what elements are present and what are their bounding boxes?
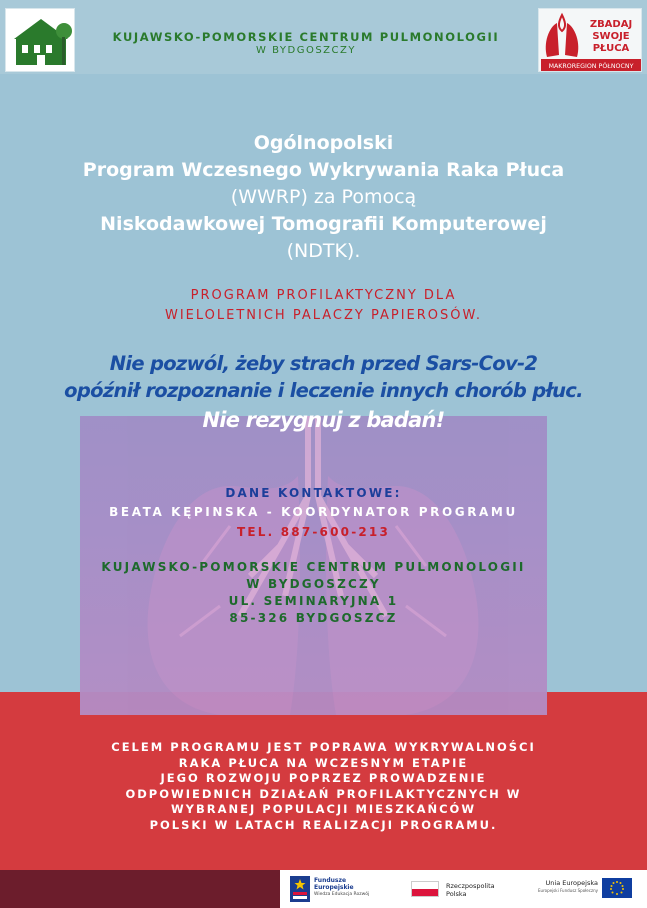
title-line-5: (NDTK). — [286, 240, 361, 262]
program-type-line-2: WIELOLETNICH PALACZY PAPIEROSÓW. — [164, 308, 483, 323]
organization-name: KUJAWSKO-POMORSKIE CENTRUM PULMONOLOGII — [112, 30, 500, 44]
poland-flag-icon — [411, 881, 439, 897]
logo-line-2: SWOJE — [592, 31, 630, 42]
european-funds-logo — [290, 876, 310, 902]
contact-person: BEATA KĘPINSKA - KOORDYNATOR PROGRAMU — [109, 505, 518, 519]
building-tree-logo — [5, 8, 75, 72]
goal-line-6: POLSKI W LATACH REALIZACJI PROGRAMU. — [149, 817, 498, 832]
fe-line-3: Wiedza Edukacja Rozwój — [314, 892, 370, 897]
title-line-3: (WWRP) za Pomocą — [230, 186, 417, 208]
goal-line-3: JEGO ROZWOJU POPRZEZ PROWADZENIE — [160, 771, 487, 785]
logo-caption: MAKROREGION PÓŁNOCNY — [548, 63, 634, 70]
contact-phone[interactable]: TEL. 887-600-213 — [236, 525, 391, 539]
program-type — [40, 286, 607, 326]
address-postal: 85-326 BYDGOSZCZ — [229, 611, 398, 625]
address-organization: KUJAWSKO-POMORSKIE CENTRUM PULMONOLOGII — [101, 560, 526, 574]
program-goal — [40, 740, 607, 833]
ue-line-1: Unia Europejska — [545, 879, 598, 887]
contact-heading: DANE KONTAKTOWE: — [225, 486, 402, 500]
program-type-line-1: PROGRAM PROFILAKTYCZNY DLA — [190, 288, 457, 303]
zbadaj-swoje-pluca-logo — [538, 8, 642, 72]
slogan — [20, 350, 627, 404]
poland-text — [446, 882, 495, 898]
title-line-1: Ogólnopolski — [253, 132, 394, 154]
logo-line-1: ZBADAJ — [589, 19, 633, 30]
goal-line-4: ODPOWIEDNICH DZIAŁAŃ PROFILAKTYCZNYCH W — [125, 786, 522, 801]
organization-city: W BYDGOSZCZY — [256, 45, 356, 56]
goal-line-1: CELEM PROGRAMU JEST POPRAWA WYKRYWALNOŚCI — [111, 740, 536, 754]
slogan-line-1: Nie pozwól, żeby strach przed Sars-Cov-2 — [109, 352, 538, 375]
title-line-4: Niskodawkowej Tomografii Komputerowej — [100, 213, 547, 235]
european-funds-text — [314, 877, 369, 898]
address-street: UL. SEMINARYJNA 1 — [228, 594, 399, 608]
logo-line-3: PŁUCA — [592, 43, 630, 54]
title-line-2: Program Wczesnego Wykrywania Raka Płuca — [82, 159, 565, 181]
ue-line-2: Europejski Fundusz Społeczny — [538, 888, 598, 893]
goal-line-2: RAKA PŁUCA NA WCZESNYM ETAPIE — [178, 755, 469, 770]
goal-line-5: WYBRANEJ POPULACJI MIESZKAŃCÓW — [170, 802, 477, 816]
slogan-call-to-action: Nie rezygnuj z badań! — [202, 408, 445, 432]
pl-line-1: Rzeczpospolita — [446, 882, 495, 890]
slogan-line-2: opóźnił rozpoznanie i leczenie innych chorób płuc. — [64, 379, 583, 402]
pl-line-2: Polska — [446, 890, 467, 898]
fe-line-2: Europejskie — [314, 884, 354, 891]
program-title — [30, 130, 617, 265]
eu-flag-icon — [602, 878, 632, 898]
eu-text — [538, 879, 598, 895]
fe-line-1: Fundusze — [314, 877, 347, 884]
address-city: W BYDGOSZCZY — [246, 577, 381, 591]
